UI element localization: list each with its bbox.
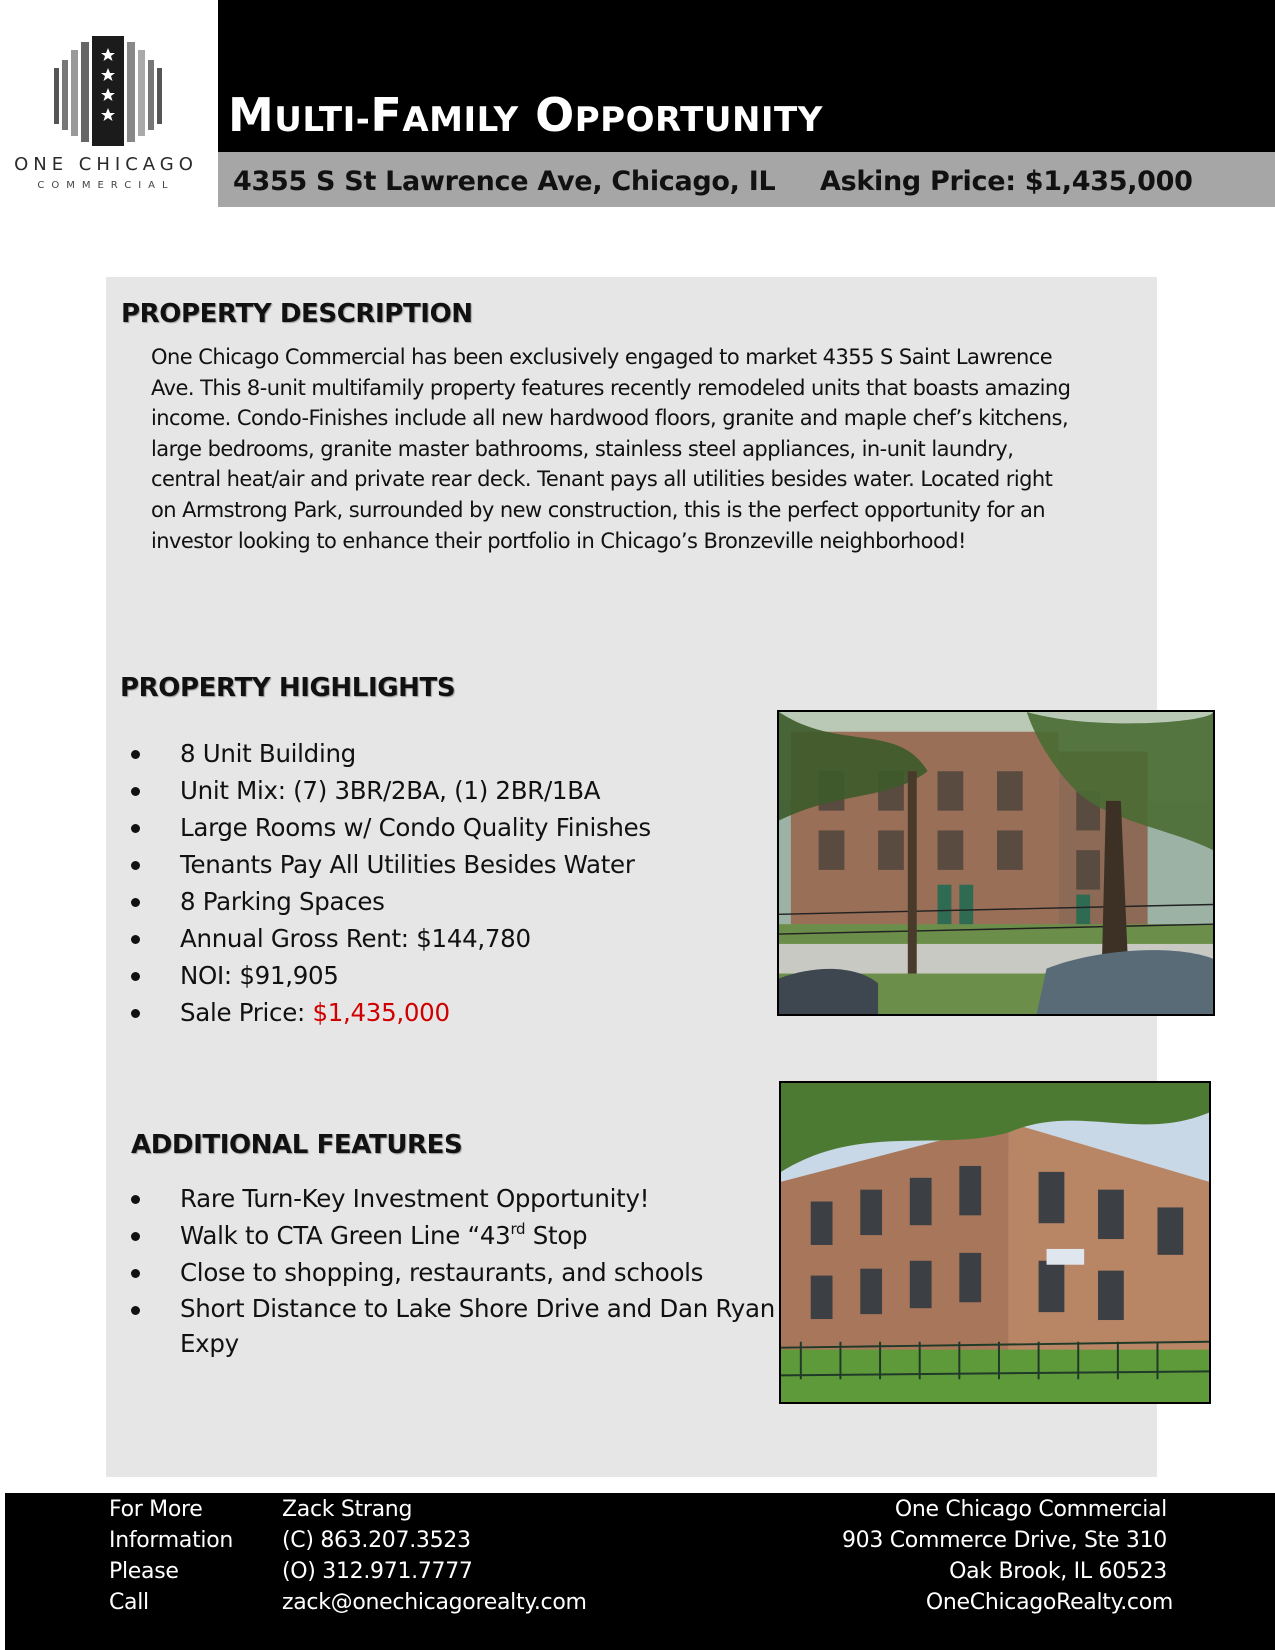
contact-email[interactable]: zack@onechicagorealty.com xyxy=(282,1590,587,1615)
footer-call-to-action: For More Information Please Call xyxy=(109,1497,234,1615)
list-item: Close to shopping, restaurants, and schools xyxy=(151,1254,791,1291)
property-highlights-heading: PROPERTY HIGHLIGHTS xyxy=(120,673,456,703)
asking-price: Asking Price: $1,435,000 xyxy=(820,166,1193,197)
brand-name: ONE CHICAGO xyxy=(14,154,198,175)
features-list xyxy=(151,1180,791,1361)
property-description-heading: PROPERTY DESCRIPTION xyxy=(121,299,473,329)
building-photo-corner xyxy=(779,1081,1211,1404)
brand-subtitle: COMMERCIAL xyxy=(37,180,175,191)
company-website[interactable]: OneChicagoRealty.com xyxy=(925,1590,1173,1615)
property-address: 4355 S St Lawrence Ave, Chicago, IL xyxy=(233,166,776,197)
contact-office: (O) 312.971.7777 xyxy=(282,1559,473,1584)
list-item: Short Distance to Lake Shore Drive and Dan Ryan Expy xyxy=(151,1291,791,1361)
list-item: 8 Parking Spaces xyxy=(151,883,651,920)
building-photo-front xyxy=(777,710,1215,1016)
footer-company xyxy=(841,1494,1173,1618)
list-item: Unit Mix: (7) 3BR/2BA, (1) 2BR/1BA xyxy=(151,772,651,809)
list-item: 8 Unit Building xyxy=(151,735,651,772)
contact-name: Zack Strang xyxy=(282,1497,413,1522)
building-stars-icon xyxy=(50,34,166,146)
brand-logo xyxy=(0,0,218,207)
list-item: Rare Turn-Key Investment Opportunity! xyxy=(151,1180,791,1217)
list-item: Large Rooms w/ Condo Quality Finishes xyxy=(151,809,651,846)
property-description-text: One Chicago Commercial has been exclusively engaged to market 4355 S Saint Lawrence Ave. This 8-unit multifamily property features recently remodeled units that boasts amazing income. Condo-Finishes include all new hardwood floors, granite and maple chef’s kitchens, large bedrooms, granite master bathrooms, stainless steel appliances, in-unit laundry, central heat/air and private rear deck. Tenant pays all utilities besides water. Located right on Armstrong Park, surrounded by new construction, this is the perfect opportunity for an investor looking to enhance their portfolio in Chicago’s Bronzeville neighborhood! xyxy=(151,345,1071,553)
sale-price-label: Sale Price: xyxy=(180,998,313,1027)
contact-cell: (C) 863.207.3523 xyxy=(282,1528,471,1553)
list-item: Walk to CTA Green Line “43rd Stop xyxy=(151,1217,791,1254)
highlights-list xyxy=(151,735,651,1031)
list-item: NOI: $91,905 xyxy=(151,957,651,994)
company-city: Oak Brook, IL 60523 xyxy=(949,1559,1167,1584)
additional-features-heading: ADDITIONAL FEATURES xyxy=(131,1130,463,1160)
page-title: MULTI-FAMILY OPPORTUNITY xyxy=(228,88,823,142)
company-address: 903 Commerce Drive, Ste 310 xyxy=(841,1528,1167,1553)
list-item: Annual Gross Rent: $144,780 xyxy=(151,920,651,957)
company-name: One Chicago Commercial xyxy=(894,1497,1167,1522)
list-item: Tenants Pay All Utilities Besides Water xyxy=(151,846,651,883)
sale-price-item xyxy=(151,994,651,1031)
footer-contact xyxy=(282,1494,587,1618)
sale-price-value: $1,435,000 xyxy=(312,998,450,1027)
